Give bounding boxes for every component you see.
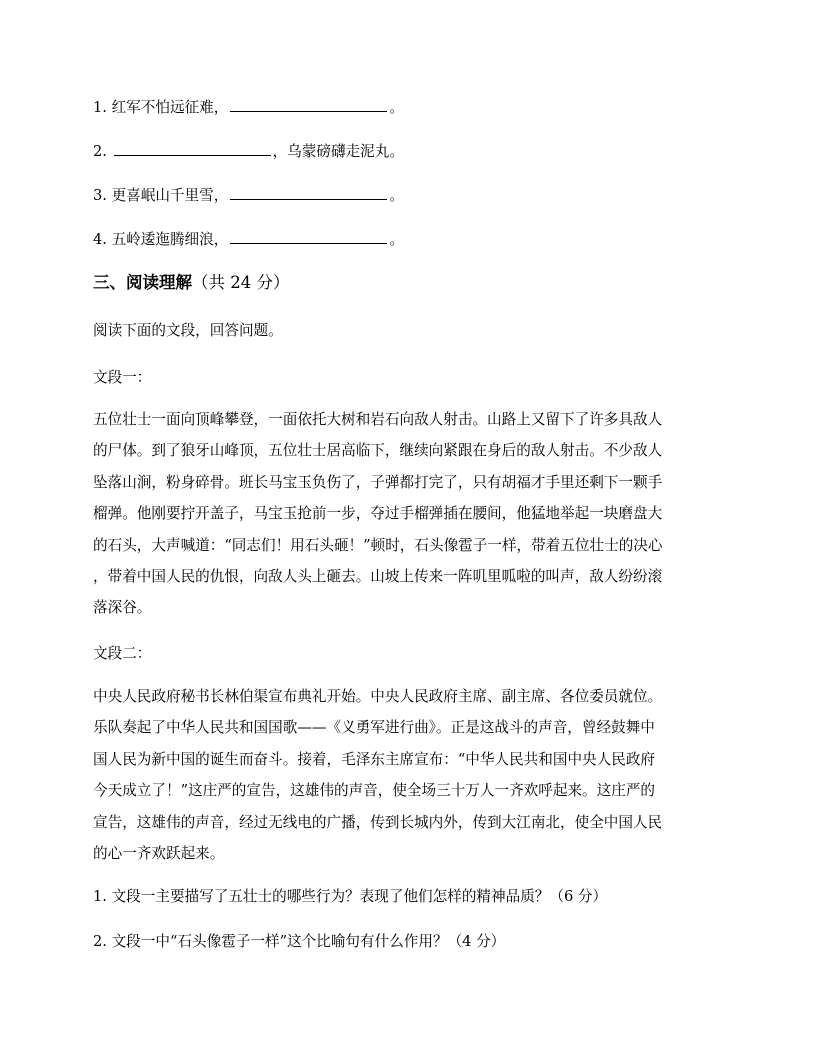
fill-blank-item-4: [93, 229, 404, 250]
item-text-before: 红军不怕远征难，: [111, 99, 229, 116]
passage-line: 中央人民政府秘书长林伯渠宣布典礼开始。中央人民政府主席、副主席、各位委员就位。: [93, 688, 663, 705]
question-2: [93, 932, 505, 952]
passage-line: 的石头，大声喊道：“同志们！用石头砸！”顿时，石头像雹子一样，带着五位壮士的决心: [93, 536, 663, 554]
passage-line: 坠落山涧，粉身碎骨。班长马宝玉负伤了，子弹都打完了，只有胡福才手里还剩下一颗手: [93, 473, 663, 491]
passage-line: 的心一齐欢跃起来。: [93, 845, 225, 863]
item-number: 1.: [93, 99, 107, 116]
passage-line: 五位壮士一面向顶峰攀登，一面依托大树和岩石向敌人射击。山路上又留下了许多具敌人: [93, 411, 663, 428]
passage-2-label: 文段二：: [93, 645, 152, 662]
question-text: 文段一中“石头像雹子一样”这个比喻句有什么作用？（4 分）: [111, 933, 506, 950]
passage-line: 乐队奏起了中华人民共和国国歌——《义勇军进行曲》。正是这战斗的声音，曾经鼓舞中: [93, 719, 655, 737]
item-text-after: ，乌蒙磅礴走泥丸。: [272, 143, 404, 160]
item-number: 3.: [93, 187, 107, 204]
passage-line: ，带着中国人民的仇恨，向敌人头上砸去。山坡上传来一阵叽里呱啦的叫声，敌人纷纷滚: [93, 568, 663, 586]
item-text-before: 更喜岷山千里雪，: [111, 187, 229, 204]
answer-blank[interactable]: [230, 97, 387, 112]
item-text-after: 。: [389, 99, 404, 116]
section-heading: [93, 273, 290, 293]
answer-blank[interactable]: [230, 229, 387, 244]
answer-blank[interactable]: [114, 141, 271, 156]
passage-line: 宣告，这雄伟的声音，经过无线电的广播，传到长城内外，传到大江南北，使全中国人民: [93, 813, 663, 831]
passage-line: 榴弹。他刚要拧开盖子，马宝玉抢前一步，夺过手榴弹插在腰间，他猛地举起一块磨盘大: [93, 505, 663, 523]
item-number: 2.: [93, 143, 107, 160]
passage-1-body: [93, 404, 723, 624]
question-text: 文段一主要描写了五壮士的哪些行为？表现了他们怎样的精神品质？（6 分）: [111, 888, 608, 905]
item-text-before: 五岭逶迤腾细浪，: [111, 231, 229, 248]
item-number: 4.: [93, 231, 107, 248]
item-text-after: 。: [389, 187, 404, 204]
passage-line: 国人民为新中国的诞生而奋斗。接着，毛泽东主席宣布：“中华人民共和国中央人民政府: [93, 750, 656, 768]
passage-2-body: [93, 681, 723, 869]
item-text-after: 。: [389, 231, 404, 248]
passage-line: 落深谷。: [93, 599, 152, 617]
passage-line: 今天成立了！”这庄严的宣告，这雄伟的声音，使全场三十万人一齐欢呼起来。这庄严的: [93, 782, 656, 800]
question-1: [93, 887, 607, 907]
section-score: （共 24 分）: [192, 273, 290, 292]
question-number: 2.: [93, 933, 107, 950]
passage-line: 的尸体。到了狼牙山峰顶，五位壮士居高临下，继续向紧跟在身后的敌人射击。不少敌人: [93, 442, 663, 460]
fill-blank-item-1: [93, 97, 404, 118]
section-title: 三、阅读理解: [93, 273, 192, 292]
fill-blank-item-3: [93, 185, 404, 206]
fill-blank-item-2: [93, 141, 404, 162]
answer-blank[interactable]: [230, 185, 387, 200]
passage-1-label: 文段一：: [93, 369, 152, 386]
reading-instruction: 阅读下面的文段，回答问题。: [93, 322, 283, 339]
question-number: 1.: [93, 888, 107, 905]
